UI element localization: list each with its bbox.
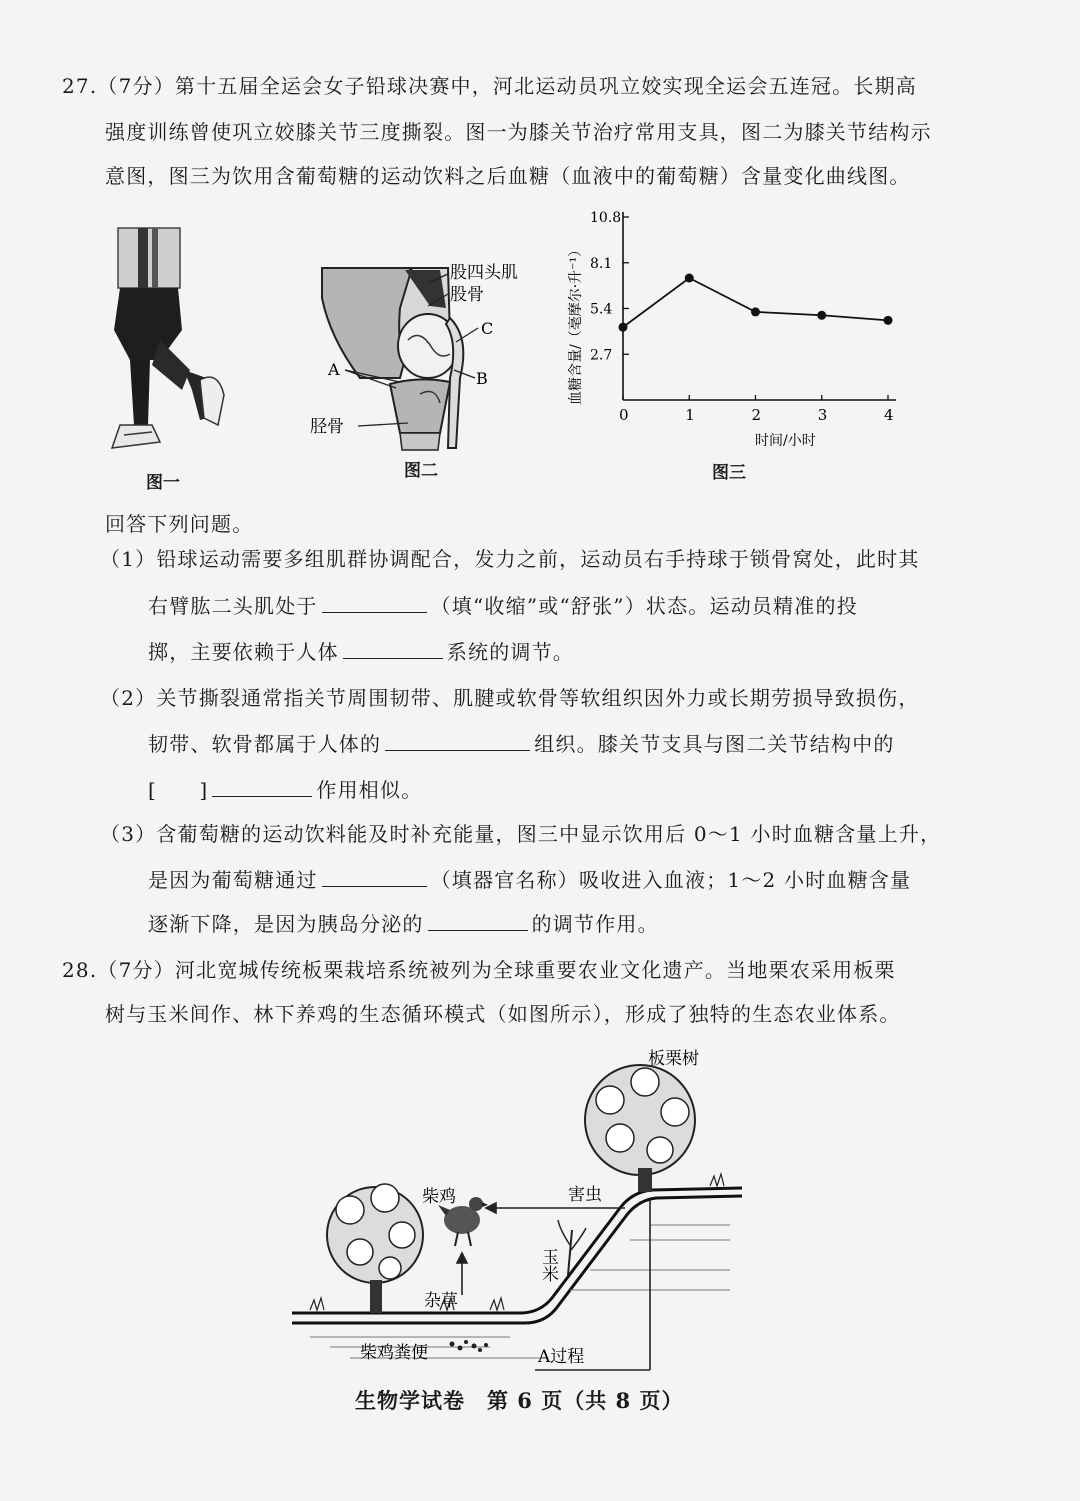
q27-1-text-a: 右臂肱二头肌处于 — [148, 594, 318, 618]
left-chestnut-tree-icon — [327, 1184, 423, 1313]
chart-y-axis-label: 血糖含量/（毫摩尔·升⁻¹） — [568, 242, 584, 405]
label-corn: 玉米 — [538, 1248, 558, 1282]
q27-2-line-3 — [148, 776, 422, 804]
answer-blank-2[interactable] — [343, 638, 443, 659]
figure-2-caption: 图二 — [404, 461, 438, 481]
label-c: C — [481, 319, 494, 338]
label-process-a: A过程 — [538, 1347, 585, 1367]
chart-data-point — [817, 311, 826, 320]
q27-2-text-b: 组织。膝关节支具与图二关节结构中的 — [534, 732, 895, 756]
answer-blank-3[interactable] — [385, 730, 530, 751]
figure-2-knee-joint — [300, 258, 540, 453]
q27-3-text-c: 逐渐下降，是因为胰岛分泌的 — [148, 912, 424, 936]
q27-1-line-2 — [148, 592, 858, 620]
label-a: A — [328, 360, 340, 379]
chart-series-line — [623, 278, 888, 327]
q27-1-text-b: （填“收缩”或“舒张”）状态。运动员精准的投 — [430, 594, 858, 618]
q27-3-text-d: 的调节作用。 — [531, 912, 659, 936]
q27-1-text-d: 系统的调节。 — [446, 640, 575, 664]
q27-3-line-2 — [148, 866, 911, 894]
figure-1-knee-brace — [100, 220, 235, 460]
label-pests: 害虫 — [568, 1185, 602, 1205]
chart-x-tick-label: 4 — [884, 406, 894, 424]
q28-intro-line-1: 28.（7分）河北宽城传统板栗栽培系统被列为全球重要农业文化遗产。当地栗农采用板栗 — [62, 958, 896, 982]
answer-blank-4[interactable] — [212, 776, 312, 797]
chart-x-tick-label: 3 — [817, 406, 828, 424]
chart-data-point — [685, 274, 694, 283]
chart-y-tick-label: 2.7 — [590, 347, 613, 364]
chart-x-axis-label: 时间/小时 — [755, 433, 816, 449]
manure-icon — [450, 1340, 489, 1352]
q27-3-line-3 — [148, 910, 659, 938]
label-b: B — [476, 369, 488, 388]
chart-y-tick-label: 5.4 — [590, 301, 613, 318]
answer-blank-1[interactable] — [322, 592, 427, 613]
label-femur: 股骨 — [450, 285, 484, 305]
answer-blank-5[interactable] — [322, 866, 427, 887]
chart-y-tick-label: 10.8 — [590, 210, 622, 226]
q27-2-line-1: （2）关节撕裂通常指关节周围韧带、肌腱或软骨等软组织因外力或长期劳损导致损伤， — [100, 686, 920, 710]
answer-prompt: 回答下列问题。 — [105, 512, 254, 536]
figure-1-caption: 图一 — [146, 473, 180, 493]
chestnut-tree-icon — [585, 1065, 695, 1192]
chart-data-point — [884, 316, 893, 325]
q27-2-text-c: 作用相似。 — [316, 778, 423, 802]
label-manure: 柴鸡粪便 — [360, 1343, 428, 1363]
answer-bracket-letter[interactable]: [ ] — [148, 778, 209, 802]
figure-3-caption: 图三 — [712, 463, 746, 483]
q27-2-line-2 — [148, 730, 895, 758]
label-tibia: 胫骨 — [310, 417, 344, 437]
q27-3-line-1: （3）含葡萄糖的运动饮料能及时补充能量，图三中显示饮用后 0～1 小时血糖含量上升， — [100, 822, 942, 846]
q28-intro-line-2: 树与玉米间作、林下养鸡的生态循环模式（如图所示），形成了独特的生态农业体系。 — [105, 1002, 901, 1026]
chart-x-tick-label: 2 — [751, 406, 762, 424]
chart-x-tick-label: 1 — [685, 406, 695, 424]
chart-x-tick-label: 0 — [619, 406, 629, 424]
q27-1-text-c: 掷，主要依赖于人体 — [148, 640, 339, 664]
chart-data-point — [619, 323, 628, 332]
label-chestnut-tree: 板栗树 — [648, 1049, 699, 1069]
q27-1-line-1: （1）铅球运动需要多组肌群协调配合，发力之前，运动员右手持球于锁骨窝处，此时其 — [100, 547, 920, 571]
label-weeds: 杂草 — [424, 1291, 458, 1311]
q27-3-text-b: （填器官名称）吸收进入血液；1～2 小时血糖含量 — [430, 868, 912, 892]
answer-blank-6[interactable] — [428, 910, 528, 931]
page-footer: 生物学试卷 第 6 页（共 8 页） — [355, 1388, 684, 1413]
q27-1-line-3 — [148, 638, 574, 666]
label-chicken: 柴鸡 — [422, 1187, 456, 1207]
chart-data-point — [751, 307, 760, 316]
q27-intro-line-3: 意图，图三为饮用含葡萄糖的运动饮料之后血糖（血液中的葡萄糖）含量变化曲线图。 — [105, 164, 911, 188]
figure-3-blood-glucose-chart — [560, 205, 900, 455]
q27-intro-line-1: 27.（7分）第十五届全运会女子铅球决赛中，河北运动员巩立姣实现全运会五连冠。长期高 — [62, 74, 917, 98]
q28-eco-cycle-diagram — [290, 1040, 750, 1375]
chart-y-tick-label: 8.1 — [590, 255, 613, 272]
q27-2-text-a: 韧带、软骨都属于人体的 — [148, 732, 382, 756]
q27-3-text-a: 是因为葡萄糖通过 — [148, 868, 318, 892]
q27-intro-line-2: 强度训练曾使巩立姣膝关节三度撕裂。图一为膝关节治疗常用支具，图二为膝关节结构示 — [105, 120, 932, 144]
label-quadriceps: 股四头肌 — [450, 263, 518, 283]
corn-icon — [558, 1220, 586, 1275]
